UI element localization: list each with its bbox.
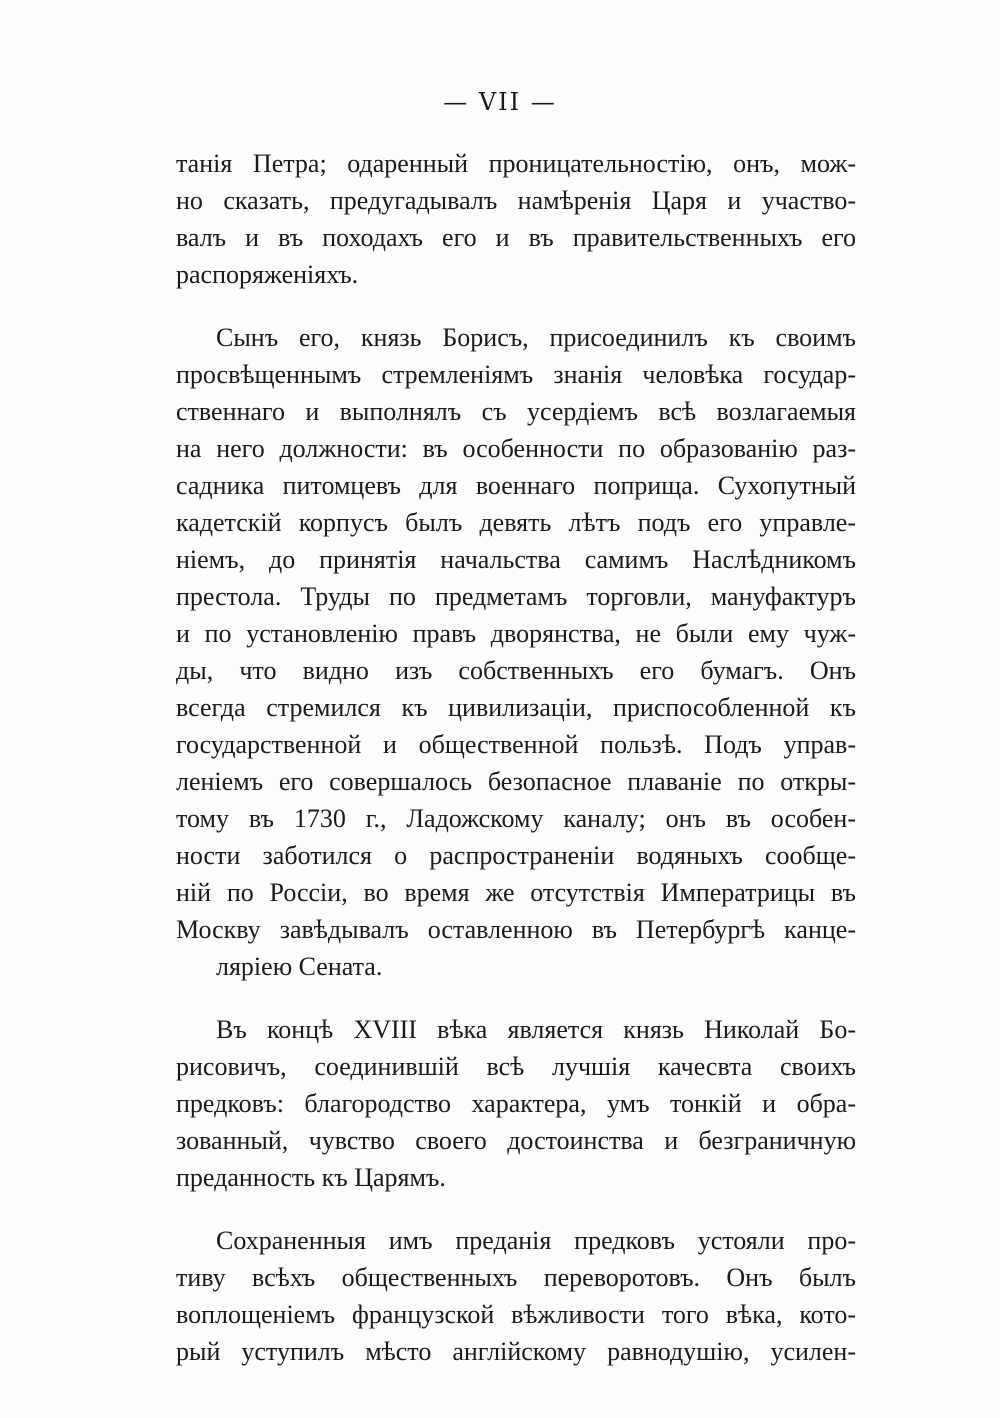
- text-line: Сынъ его, князь Борисъ, присоединилъ къ своимъ: [216, 323, 856, 352]
- page-number-header: — VII —: [443, 88, 557, 116]
- text-line: на него должности: въ особенности по образованію раз-: [176, 434, 856, 463]
- text-line: рый уступилъ мѣсто англійскому равнодушію, усилен-: [176, 1337, 856, 1366]
- text-line: рисовичъ, соединившій всѣ лучшія качесвта своихъ: [176, 1052, 856, 1081]
- text-line: Сохраненныя имъ преданія предковъ устояли про-: [216, 1226, 856, 1255]
- text-line: и по установленію правъ дворянства, не были ему чуж-: [176, 619, 856, 648]
- text-line: зованный, чувство своего достоинства и безграничную: [176, 1126, 856, 1155]
- text-line: ды, что видно изъ собственныхъ его бумагъ. Онъ: [176, 656, 856, 685]
- text-line: валъ и въ походахъ его и въ правительственныхъ его: [176, 223, 856, 252]
- paragraph-3: [176, 1011, 856, 1196]
- text-line: садника питомцевъ для военнаго поприща. Сухопутный: [176, 471, 856, 500]
- text-line: ности заботился о распространеніи водяныхъ сообще-: [176, 841, 856, 870]
- paragraph-4: [176, 1222, 856, 1370]
- body-text: [176, 145, 856, 1396]
- text-line: Москву завѣдывалъ оставленною въ Петербургѣ канце-: [176, 915, 856, 944]
- text-line: государственной и общественной пользѣ. Подъ управ-: [176, 730, 856, 759]
- paragraph-1: [176, 145, 856, 293]
- text-line: тому въ 1730 г., Ладожскому каналу; онъ въ особен-: [176, 804, 856, 833]
- text-line: Въ концѣ XVIII вѣка является князь Николай Бо-: [216, 1015, 856, 1044]
- text-line: ній по Россіи, во время же отсутствія Императрицы въ: [176, 878, 856, 907]
- text-line: преданность къ Царямъ.: [176, 1163, 446, 1192]
- text-line: просвѣщеннымъ стремленіямъ знанія человѣка государ-: [176, 360, 856, 389]
- text-line: танія Петра; одаренный проницательностію, онъ, мож-: [176, 149, 856, 178]
- text-line: предковъ: благородство характера, умъ тонкій и обра-: [176, 1089, 856, 1118]
- text-line: распоряженіяхъ.: [176, 260, 359, 289]
- text-line: кадетскій корпусъ былъ девять лѣтъ подъ его управле-: [176, 508, 856, 537]
- text-line: ніемъ, до принятія начальства самимъ Наслѣдникомъ: [176, 545, 856, 574]
- text-line: всегда стремился къ цивилизаціи, приспособленной къ: [176, 693, 856, 722]
- text-line: но сказать, предугадывалъ намѣренія Царя и участво-: [176, 186, 856, 215]
- text-line: воплощеніемъ французской вѣжливости того вѣка, кото-: [176, 1300, 856, 1329]
- text-line: тиву всѣхъ общественныхъ переворотовъ. Онъ былъ: [176, 1263, 856, 1292]
- paragraph-2: [176, 319, 856, 985]
- text-line: ляріею Сената.: [216, 952, 383, 981]
- text-line: престола. Труды по предметамъ торговли, мануфактуръ: [176, 582, 856, 611]
- text-line: леніемъ его совершалось безопасное плаваніе по откры-: [176, 767, 856, 796]
- text-line: ственнаго и выполнялъ съ усердіемъ всѣ возлагаемыя: [176, 397, 856, 426]
